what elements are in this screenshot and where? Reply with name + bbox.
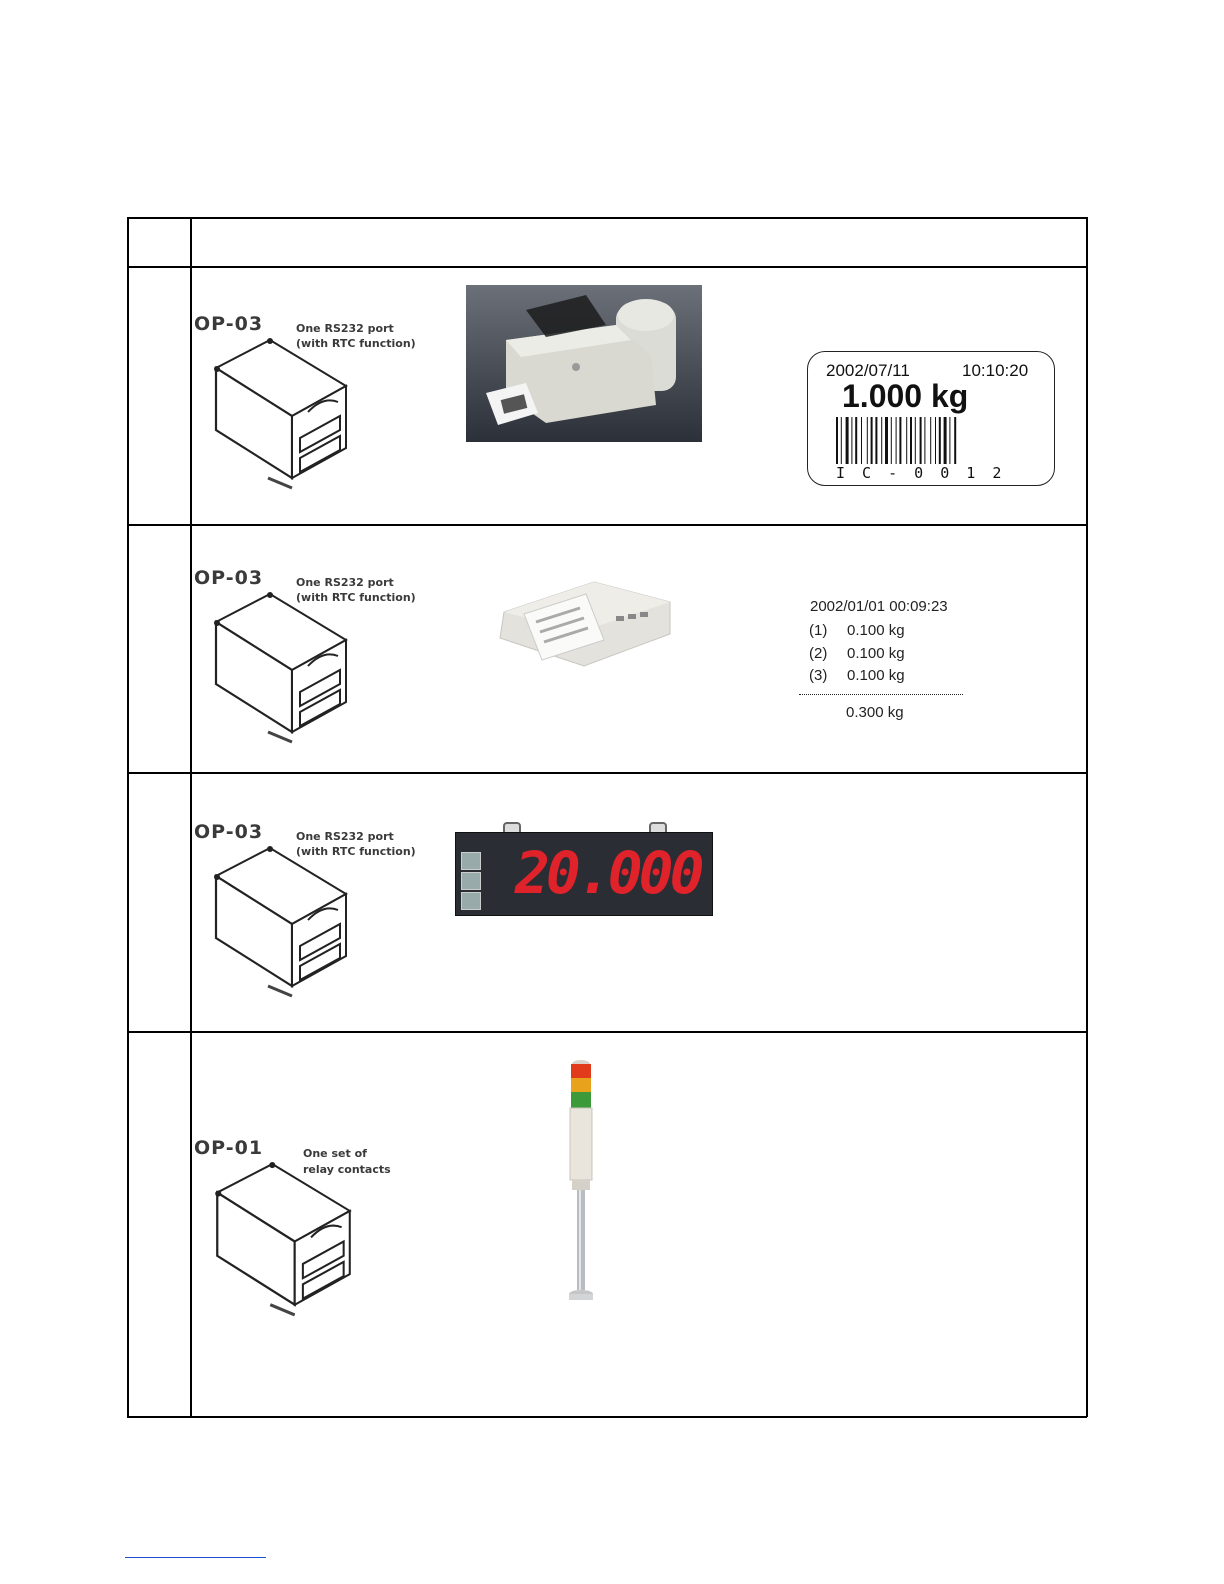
module-desc-line1: One RS232 port xyxy=(296,576,394,589)
receipt-index: (1) xyxy=(809,622,828,639)
barcode-bar xyxy=(930,417,931,464)
footnote-separator xyxy=(125,1557,266,1558)
module-desc-line2: relay contacts xyxy=(303,1163,391,1176)
receipt-index: (2) xyxy=(809,645,828,662)
barcode xyxy=(836,417,981,464)
label-weight: 1.000 kg xyxy=(842,378,969,414)
barcode-bar xyxy=(899,417,901,464)
module-desc-line2: (with RTC function) xyxy=(296,591,416,604)
barcode-bar xyxy=(851,417,852,464)
barcode-bar xyxy=(885,417,888,464)
receipt-divider xyxy=(799,694,963,695)
remote-display-image xyxy=(455,822,713,916)
module-box-icon xyxy=(208,1162,358,1320)
barcode-bar xyxy=(910,417,912,464)
barcode-bar xyxy=(896,417,897,464)
label-time: 10:10:20 xyxy=(962,361,1029,380)
module-code: OP-03 xyxy=(194,567,264,589)
barcode-bar xyxy=(867,417,868,464)
barcode-text: I C - 0 0 1 2 xyxy=(836,464,1006,482)
receipt-index: (3) xyxy=(809,667,828,684)
barcode-bar xyxy=(836,417,838,464)
barcode-bar xyxy=(906,417,907,464)
barcode-bar xyxy=(891,417,892,464)
barcode-bar xyxy=(861,417,862,464)
receipt-value: 0.100 kg xyxy=(847,667,905,684)
receipt-total: 0.300 kg xyxy=(846,704,904,721)
barcode-bar xyxy=(944,417,947,464)
compact-printer-image xyxy=(494,572,676,668)
module-desc-line1: One RS232 port xyxy=(296,322,394,335)
module-code: OP-01 xyxy=(194,1137,264,1159)
barcode-bar xyxy=(924,417,925,464)
display-digits: 20.000 xyxy=(515,839,701,907)
module-code: OP-03 xyxy=(194,313,264,335)
receipt-value: 0.100 kg xyxy=(847,645,905,662)
receipt-sample xyxy=(799,598,969,728)
module-box-icon xyxy=(208,846,353,1001)
receipt-header: 2002/01/01 00:09:23 xyxy=(810,598,948,615)
barcode-bar xyxy=(871,417,873,464)
label-date: 2002/07/11 xyxy=(826,361,910,380)
barcode-bar xyxy=(841,417,842,464)
barcode-bar xyxy=(920,417,922,464)
barcode-bar xyxy=(949,417,950,464)
module-desc-line1: One RS232 port xyxy=(296,830,394,843)
barcode-bar xyxy=(881,417,882,464)
tower-light-image xyxy=(562,1056,602,1306)
module-box-icon xyxy=(208,592,353,747)
barcode-bar xyxy=(875,417,877,464)
barcode-bar xyxy=(846,417,849,464)
barcode-bar xyxy=(855,417,857,464)
module-box-icon xyxy=(208,338,353,493)
module-desc-line2: (with RTC function) xyxy=(296,845,416,858)
barcode-bar xyxy=(935,417,936,464)
module-code: OP-03 xyxy=(194,821,264,843)
label-printer-image xyxy=(466,285,702,442)
receipt-value: 0.100 kg xyxy=(847,622,905,639)
module-desc-line2: (with RTC function) xyxy=(296,337,416,350)
barcode-bar xyxy=(915,417,916,464)
barcode-bar xyxy=(954,417,956,464)
module-desc-line1: One set of xyxy=(303,1147,367,1160)
barcode-bar xyxy=(939,417,941,464)
